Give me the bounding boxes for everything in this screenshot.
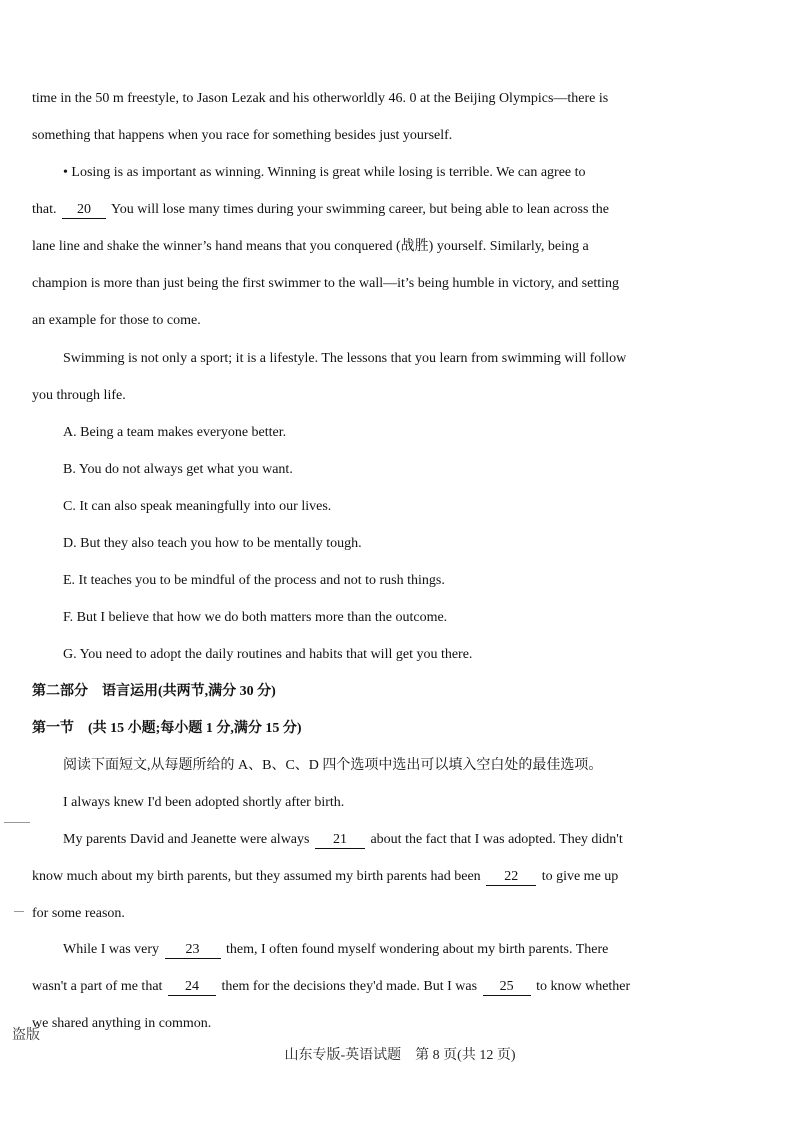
story-p3-line-1-end: them, I often found myself wondering about my birth parents. There <box>226 942 609 957</box>
story-p3-line-2-end: to know whether <box>536 979 631 994</box>
story-p2-line-2 <box>32 868 618 886</box>
scuff-mark <box>4 822 30 823</box>
blank-22[interactable]: 22 <box>486 869 536 886</box>
tip-line-5: an example for those to come. <box>32 313 201 328</box>
passage-end-line-2: something that happens when you race for something besides just yourself. <box>32 128 453 143</box>
story-p3-line-1 <box>63 941 608 959</box>
blank-24[interactable]: 24 <box>168 979 216 996</box>
story-p2-line-1 <box>63 831 623 849</box>
option-f: F. But I believe that how we do both matters more than the outcome. <box>63 610 448 625</box>
option-d: D. But they also teach you how to be mentally tough. <box>63 536 362 551</box>
story-p2-line-2-end: to give me up <box>541 869 619 884</box>
blank-20[interactable]: 20 <box>62 202 106 219</box>
story-p3-line-1-start: While I was very <box>63 942 160 957</box>
piracy-stamp: 盗版 <box>12 1027 40 1043</box>
conclusion-line-2: you through life. <box>32 388 126 403</box>
option-g: G. You need to adopt the daily routines and habits that will get you there. <box>63 647 473 662</box>
blank-25[interactable]: 25 <box>483 979 531 996</box>
section1-heading: 第一节 (共 15 小题;每小题 1 分,满分 15 分) <box>32 721 302 736</box>
tip-line-4: champion is more than just being the first swimmer to the wall—it’s being humble in victory, and setting <box>32 276 619 291</box>
story-p3-line-2 <box>32 978 630 996</box>
blank-21[interactable]: 21 <box>315 832 365 849</box>
part2-heading: 第二部分 语言运用(共两节,满分 30 分) <box>32 684 276 699</box>
passage-end-line-1: time in the 50 m freestyle, to Jason Lezak and his otherworldly 46. 0 at the Beijing Olympics—there is <box>32 91 609 106</box>
story-p2-line-2-start: know much about my birth parents, but they assumed my birth parents had been <box>32 869 481 884</box>
blank-23[interactable]: 23 <box>165 942 221 959</box>
tip-line-2-start: that. <box>32 202 57 217</box>
tip-line-2-end: You will lose many times during your swimming career, but being able to lean across the <box>110 202 610 217</box>
story-p3-line-2-start: wasn't a part of me that <box>32 979 163 994</box>
option-c: C. It can also speak meaningfully into our lives. <box>63 499 332 514</box>
tip-line-1: • Losing is as important as winning. Winning is great while losing is terrible. We can agree to <box>63 165 586 180</box>
scuff-mark <box>14 911 24 912</box>
tip-line-3: lane line and shake the winner’s hand means that you conquered (战胜) yourself. Similarly, being a <box>32 239 589 254</box>
story-p2-line-3: for some reason. <box>32 906 125 921</box>
story-p3-line-2-mid: them for the decisions they'd made. But I was <box>221 979 478 994</box>
instruction: 阅读下面短文,从每题所给的 A、B、C、D 四个选项中选出可以填入空白处的最佳选项。 <box>63 758 603 773</box>
page-footer: 山东专版-英语试题 第 8 页(共 12 页) <box>284 1048 516 1063</box>
option-b: B. You do not always get what you want. <box>63 462 293 477</box>
tip-line-2 <box>32 201 609 219</box>
story-p2-line-1-end: about the fact that I was adopted. They didn't <box>370 832 623 847</box>
story-p2-line-1-start: My parents David and Jeanette were always <box>63 832 310 847</box>
conclusion-line-1: Swimming is not only a sport; it is a lifestyle. The lessons that you learn from swimming will follow <box>63 351 627 366</box>
option-a: A. Being a team makes everyone better. <box>63 425 287 440</box>
option-e: E. It teaches you to be mindful of the process and not to rush things. <box>63 573 445 588</box>
story-p1: I always knew I'd been adopted shortly after birth. <box>63 795 345 810</box>
story-p3-line-3: we shared anything in common. <box>32 1016 212 1031</box>
